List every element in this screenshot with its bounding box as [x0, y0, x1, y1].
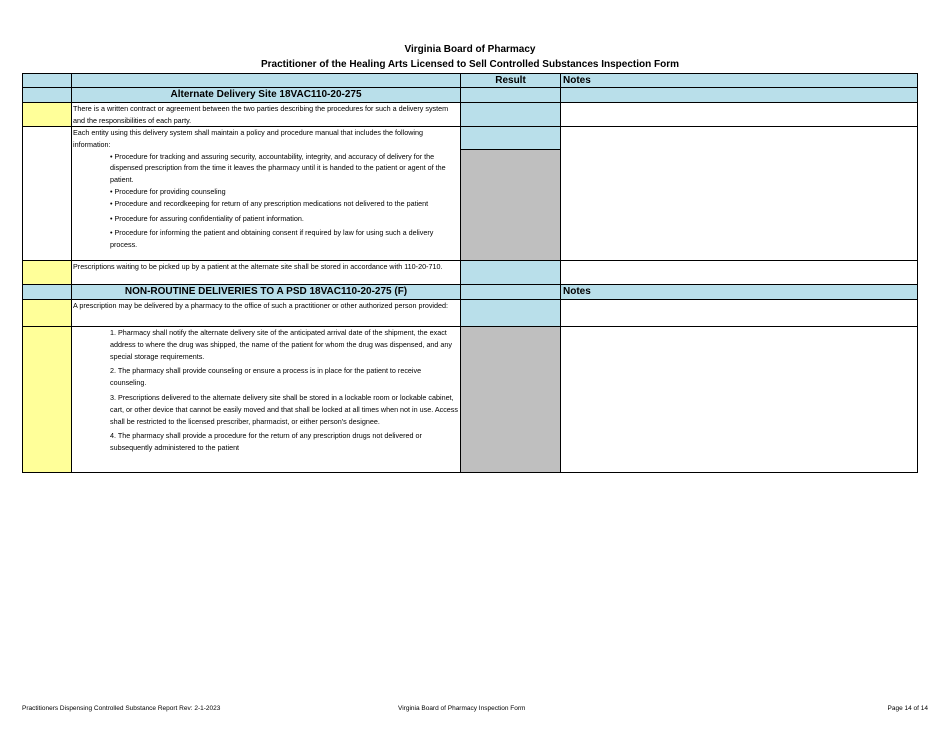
section-blank-cell — [23, 285, 72, 299]
table-header-row — [22, 73, 918, 88]
table-row — [22, 261, 918, 285]
numbered-item: 3. Prescriptions delivered to the alternate delivery site shall be stored in a lockable room or lockable cabinet, cart, or other device that cannot be easily moved and that shall be locked at all times when not in use. Access shall be restricted to the licensed prescriber, pharmacist, or either person's designee. — [110, 392, 458, 426]
result-cell[interactable] — [461, 127, 560, 150]
result-cell[interactable] — [461, 261, 561, 284]
result-cell[interactable] — [461, 300, 561, 326]
notes-cell[interactable] — [561, 300, 917, 326]
item-number-cell[interactable] — [23, 103, 72, 126]
notes-cell[interactable] — [561, 261, 917, 284]
item-number-cell[interactable] — [23, 327, 72, 472]
requirement-text: Prescriptions waiting to be picked up by a patient at the alternate site shall be stored in accordance with 110-20-710. — [72, 261, 461, 284]
section-blank-cell — [461, 88, 561, 102]
section-title-non-routine: NON-ROUTINE DELIVERIES TO A PSD 18VAC110-20-275 (F) — [72, 285, 461, 299]
section-title-alternate-delivery: Alternate Delivery Site 18VAC110-20-275 — [72, 88, 461, 102]
requirement-text — [72, 127, 461, 260]
numbered-item: 4. The pharmacy shall provide a procedure for the return of any prescription drugs not delivered or subsequently administered to the patient — [110, 431, 422, 453]
footer-form-name: Virginia Board of Pharmacy Inspection Form — [398, 705, 526, 712]
numbered-item: 1. Pharmacy shall notify the alternate delivery site of the anticipated arrival date of the shipment, the exact address to where the drug was shipped, the name of the patient for whom the drug was dispensed, and any special storage requirements. — [110, 328, 453, 361]
table-row — [22, 300, 918, 327]
section-header-row — [22, 285, 918, 300]
requirement-text — [72, 327, 461, 472]
requirement-text: There is a written contract or agreement between the two parties describing the procedures for such a delivery system and the responsibilities of each party. — [72, 103, 461, 126]
item-number-cell[interactable] — [23, 300, 72, 326]
requirement-text: A prescription may be delivered by a pharmacy to the office of such a practitioner or other authorized person provided: — [72, 300, 461, 326]
header-blank-cell — [23, 74, 72, 87]
footer-page-number: Page 14 of 14 — [887, 705, 928, 712]
table-row — [22, 103, 918, 127]
footer-report-revision: Practitioners Dispensing Controlled Substance Report Rev: 2-1-2023 — [22, 705, 221, 712]
item-number-cell[interactable] — [23, 261, 72, 284]
section-blank-cell — [23, 88, 72, 102]
section-blank-cell — [461, 285, 561, 299]
result-cell[interactable] — [461, 103, 561, 126]
notes-cell[interactable] — [561, 327, 917, 472]
item-number-cell — [23, 127, 72, 260]
section-blank-cell — [561, 88, 917, 102]
bullet-item: • Procedure for providing counseling — [110, 186, 226, 196]
header-blank-cell — [72, 74, 461, 87]
inspection-table — [22, 73, 918, 473]
result-column-header: Result — [461, 74, 561, 87]
result-cell-group — [461, 127, 561, 260]
notes-cell[interactable] — [561, 127, 917, 260]
result-cell-disabled — [461, 150, 560, 260]
bullet-item: • Procedure for tracking and assuring security, accountability, integrity, and accuracy of delivery for the dispensed prescription from the time it leaves the pharmacy until it is handed to the patient or agent of the patient. — [110, 151, 446, 185]
bullet-item: • Procedure and recordkeeping for return of any prescription medications not delivered to the patient — [110, 198, 429, 208]
section-header-row — [22, 88, 918, 103]
table-row — [22, 127, 918, 261]
requirement-intro: Each entity using this delivery system shall maintain a policy and procedure manual that includes the following information: — [73, 128, 423, 149]
form-title: Virginia Board of Pharmacy — [404, 44, 536, 55]
notes-column-header: Notes — [561, 74, 917, 87]
form-subtitle: Practitioner of the Healing Arts Licensed to Sell Controlled Substances Inspection Form — [260, 59, 680, 70]
bullet-item: • Procedure for informing the patient and obtaining consent if required by law for using such a delivery process. — [110, 228, 434, 250]
bullet-item: • Procedure for assuring confidentiality of patient information. — [110, 213, 304, 223]
numbered-item: 2. The pharmacy shall provide counseling or ensure a process is in place for the patient to receive counseling. — [110, 366, 422, 388]
notes-cell[interactable] — [561, 103, 917, 126]
result-cell-disabled — [461, 327, 561, 472]
table-row — [22, 327, 918, 473]
notes-column-header: Notes — [561, 285, 917, 299]
